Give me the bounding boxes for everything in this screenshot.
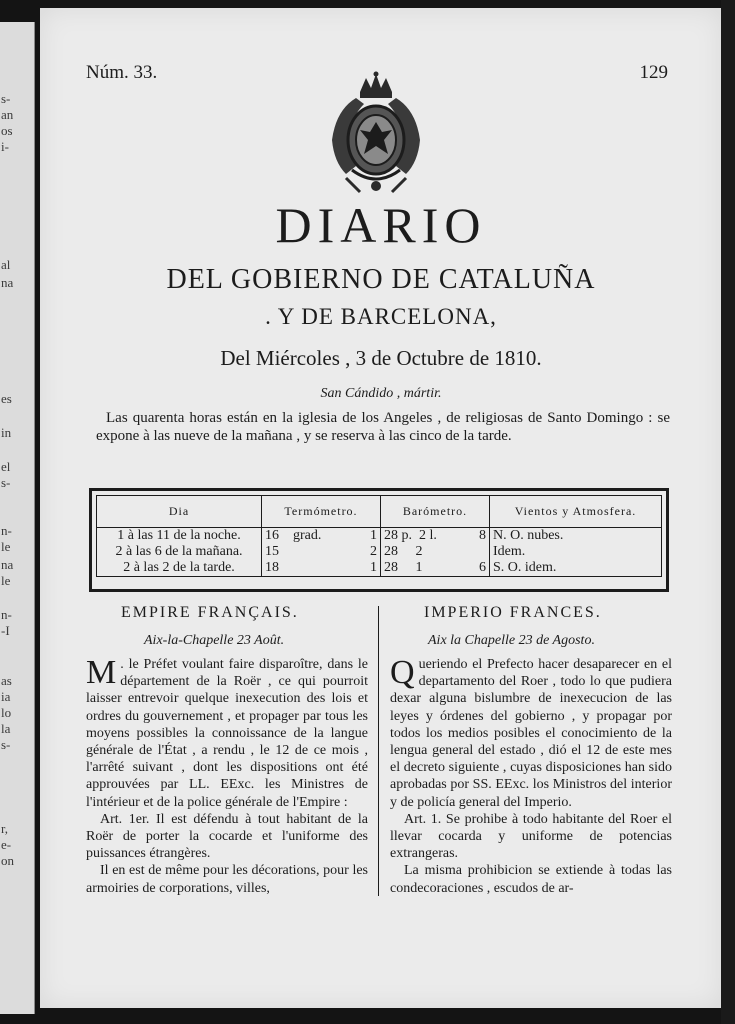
prev-page-fragment: es (1, 391, 12, 406)
left-dropcap: M (86, 654, 117, 691)
left-paragraph-1: M . le Préfet voulant faire disparoître, dans le département de la Roër , ce qui pourroit laisser entrevoir quelque inexecution des lois et ordres du gouvernement , et propager par tous les moyens possibles la connoissance de la langue générale de l'État , a rendu , le 12 de ce mois , l'arrêté suivant , dont les dispositions ont été approuvées par LL. EExc. les Ministres de l'intérieur et de la police générale de l'Empire : (86, 654, 368, 810)
coat-of-arms-crest-icon (316, 70, 436, 198)
cell-barometro: 28 2 (381, 544, 490, 560)
column-header-vientos: Vientos y Atmosfera. (490, 496, 662, 528)
prev-page-fragment: al (1, 257, 11, 272)
page-number: 129 (639, 62, 668, 83)
cell-barometro: 28 1 6 (381, 560, 490, 577)
right-dropcap: Q (390, 654, 415, 691)
scan-border (721, 0, 735, 1024)
right-paragraph-1: Queriendo el Prefecto hacer desaparecer en el departamento del Roer , todo lo que pudiera dexar alguna bislumbre de inexecucion de las leyes y órdenes del gobierno , y propagar por todos los medios posibles el conocimiento de la lengua general del estado , dió el 12 de este mes el decreto siguiente , cuyas disposiciones han sido aprobadas por SS. EExc. los Ministros del interior y de policía general del Imperio. (390, 654, 672, 810)
cell-barometro: 28 p. 2 l. 8 (381, 528, 490, 545)
column-divider (378, 606, 379, 896)
column-header-dia: Dia (97, 496, 262, 528)
prev-page-fragment: na (1, 275, 14, 290)
prev-page-fragment: os (1, 123, 13, 138)
previous-page-edge (0, 22, 35, 1014)
table-row (97, 528, 662, 545)
prev-page-fragment: n- (1, 607, 12, 622)
prev-page-fragment: in (1, 425, 12, 440)
left-paragraph-3: Il en est de même pour les décorations, pour les armoiries de corporations, villes, (86, 863, 368, 896)
cell-dia: 1 à las 11 de la noche. (97, 528, 262, 545)
prev-page-fragment: na (1, 557, 14, 572)
weather-table (89, 488, 669, 592)
right-column-dateline: Aix la Chapelle 23 de Agosto. (428, 633, 595, 648)
masthead-subtitle: DEL GOBIERNO DE CATALUÑA (166, 264, 596, 295)
left-paragraph-2: Art. 1er. Il est défendu à tout habitant de la Roër de porter la cocarde et l'uniforme des puissances étrangères. (86, 811, 368, 862)
weather-table-header-row (97, 496, 662, 528)
prev-page-fragment: n- (1, 523, 12, 538)
newspaper-page (40, 8, 722, 1008)
cell-termometro: 16 grad. 1 (262, 528, 381, 545)
table-row (97, 560, 662, 577)
masthead-title: DIARIO (275, 197, 487, 253)
left-column-heading: EMPIRE FRANÇAIS. (121, 604, 299, 621)
prev-page-fragment: el (1, 459, 11, 474)
cell-vientos: N. O. nubes. (493, 528, 564, 543)
prev-page-fragment: s- (1, 475, 11, 490)
prev-page-fragment: s- (1, 737, 11, 752)
prev-page-fragment: i- (1, 139, 9, 154)
church-notice: Las quarenta horas están en la iglesia de los Angeles , de religiosas de Santo Domingo : se expone à las nueve de la mañana , y se reserva à las cinco de la tarde. (96, 410, 670, 444)
cell-termometro: 18 1 (262, 560, 381, 577)
prev-page-fragment: la (1, 721, 11, 736)
prev-page-fragment: -I (1, 623, 10, 638)
cell-dia: 2 à las 2 de la tarde. (97, 560, 262, 577)
prev-page-fragment: as (1, 673, 12, 688)
prev-page-fragment: ia (1, 689, 11, 704)
prev-page-fragment: on (1, 853, 14, 868)
prev-page-fragment: lo (1, 705, 12, 720)
left-column-text (86, 656, 368, 897)
column-header-termometro: Termómetro. (262, 496, 381, 528)
prev-page-fragment: r, (1, 821, 9, 836)
right-paragraph-3: La misma prohibicion se extiende à todas las condecoraciones , escudos de ar- (390, 863, 672, 896)
right-column-heading: IMPERIO FRANCES. (424, 604, 602, 621)
cell-dia: 2 à las 6 de la mañana. (97, 544, 262, 560)
masthead-subtitle-barcelona: . Y DE BARCELONA, (265, 304, 497, 329)
cell-vientos: Idem. (493, 544, 526, 559)
left-column-dateline: Aix-la-Chapelle 23 Août. (144, 633, 285, 648)
table-row (97, 544, 662, 560)
right-paragraph-2: Art. 1. Se prohibe à todo habitante del Roer el llevar cocarda y uniforme de potencias extrangeras. (390, 811, 672, 862)
issue-date: Del Miércoles , 3 de Octubre de 1810. (220, 346, 542, 370)
prev-page-fragment: an (1, 107, 14, 122)
issue-number: Núm. 33. (86, 62, 158, 83)
column-header-barometro: Barómetro. (381, 496, 490, 528)
prev-page-fragment: le (1, 539, 11, 554)
prev-page-fragment: s- (1, 91, 11, 106)
prev-page-fragment: e- (1, 837, 12, 852)
prev-page-fragment: le (1, 573, 11, 588)
saint-of-day: San Cándido , mártir. (320, 386, 442, 401)
right-column-text (390, 656, 672, 897)
cell-termometro: 15 2 (262, 544, 381, 560)
cell-vientos: S. O. idem. (493, 560, 557, 575)
